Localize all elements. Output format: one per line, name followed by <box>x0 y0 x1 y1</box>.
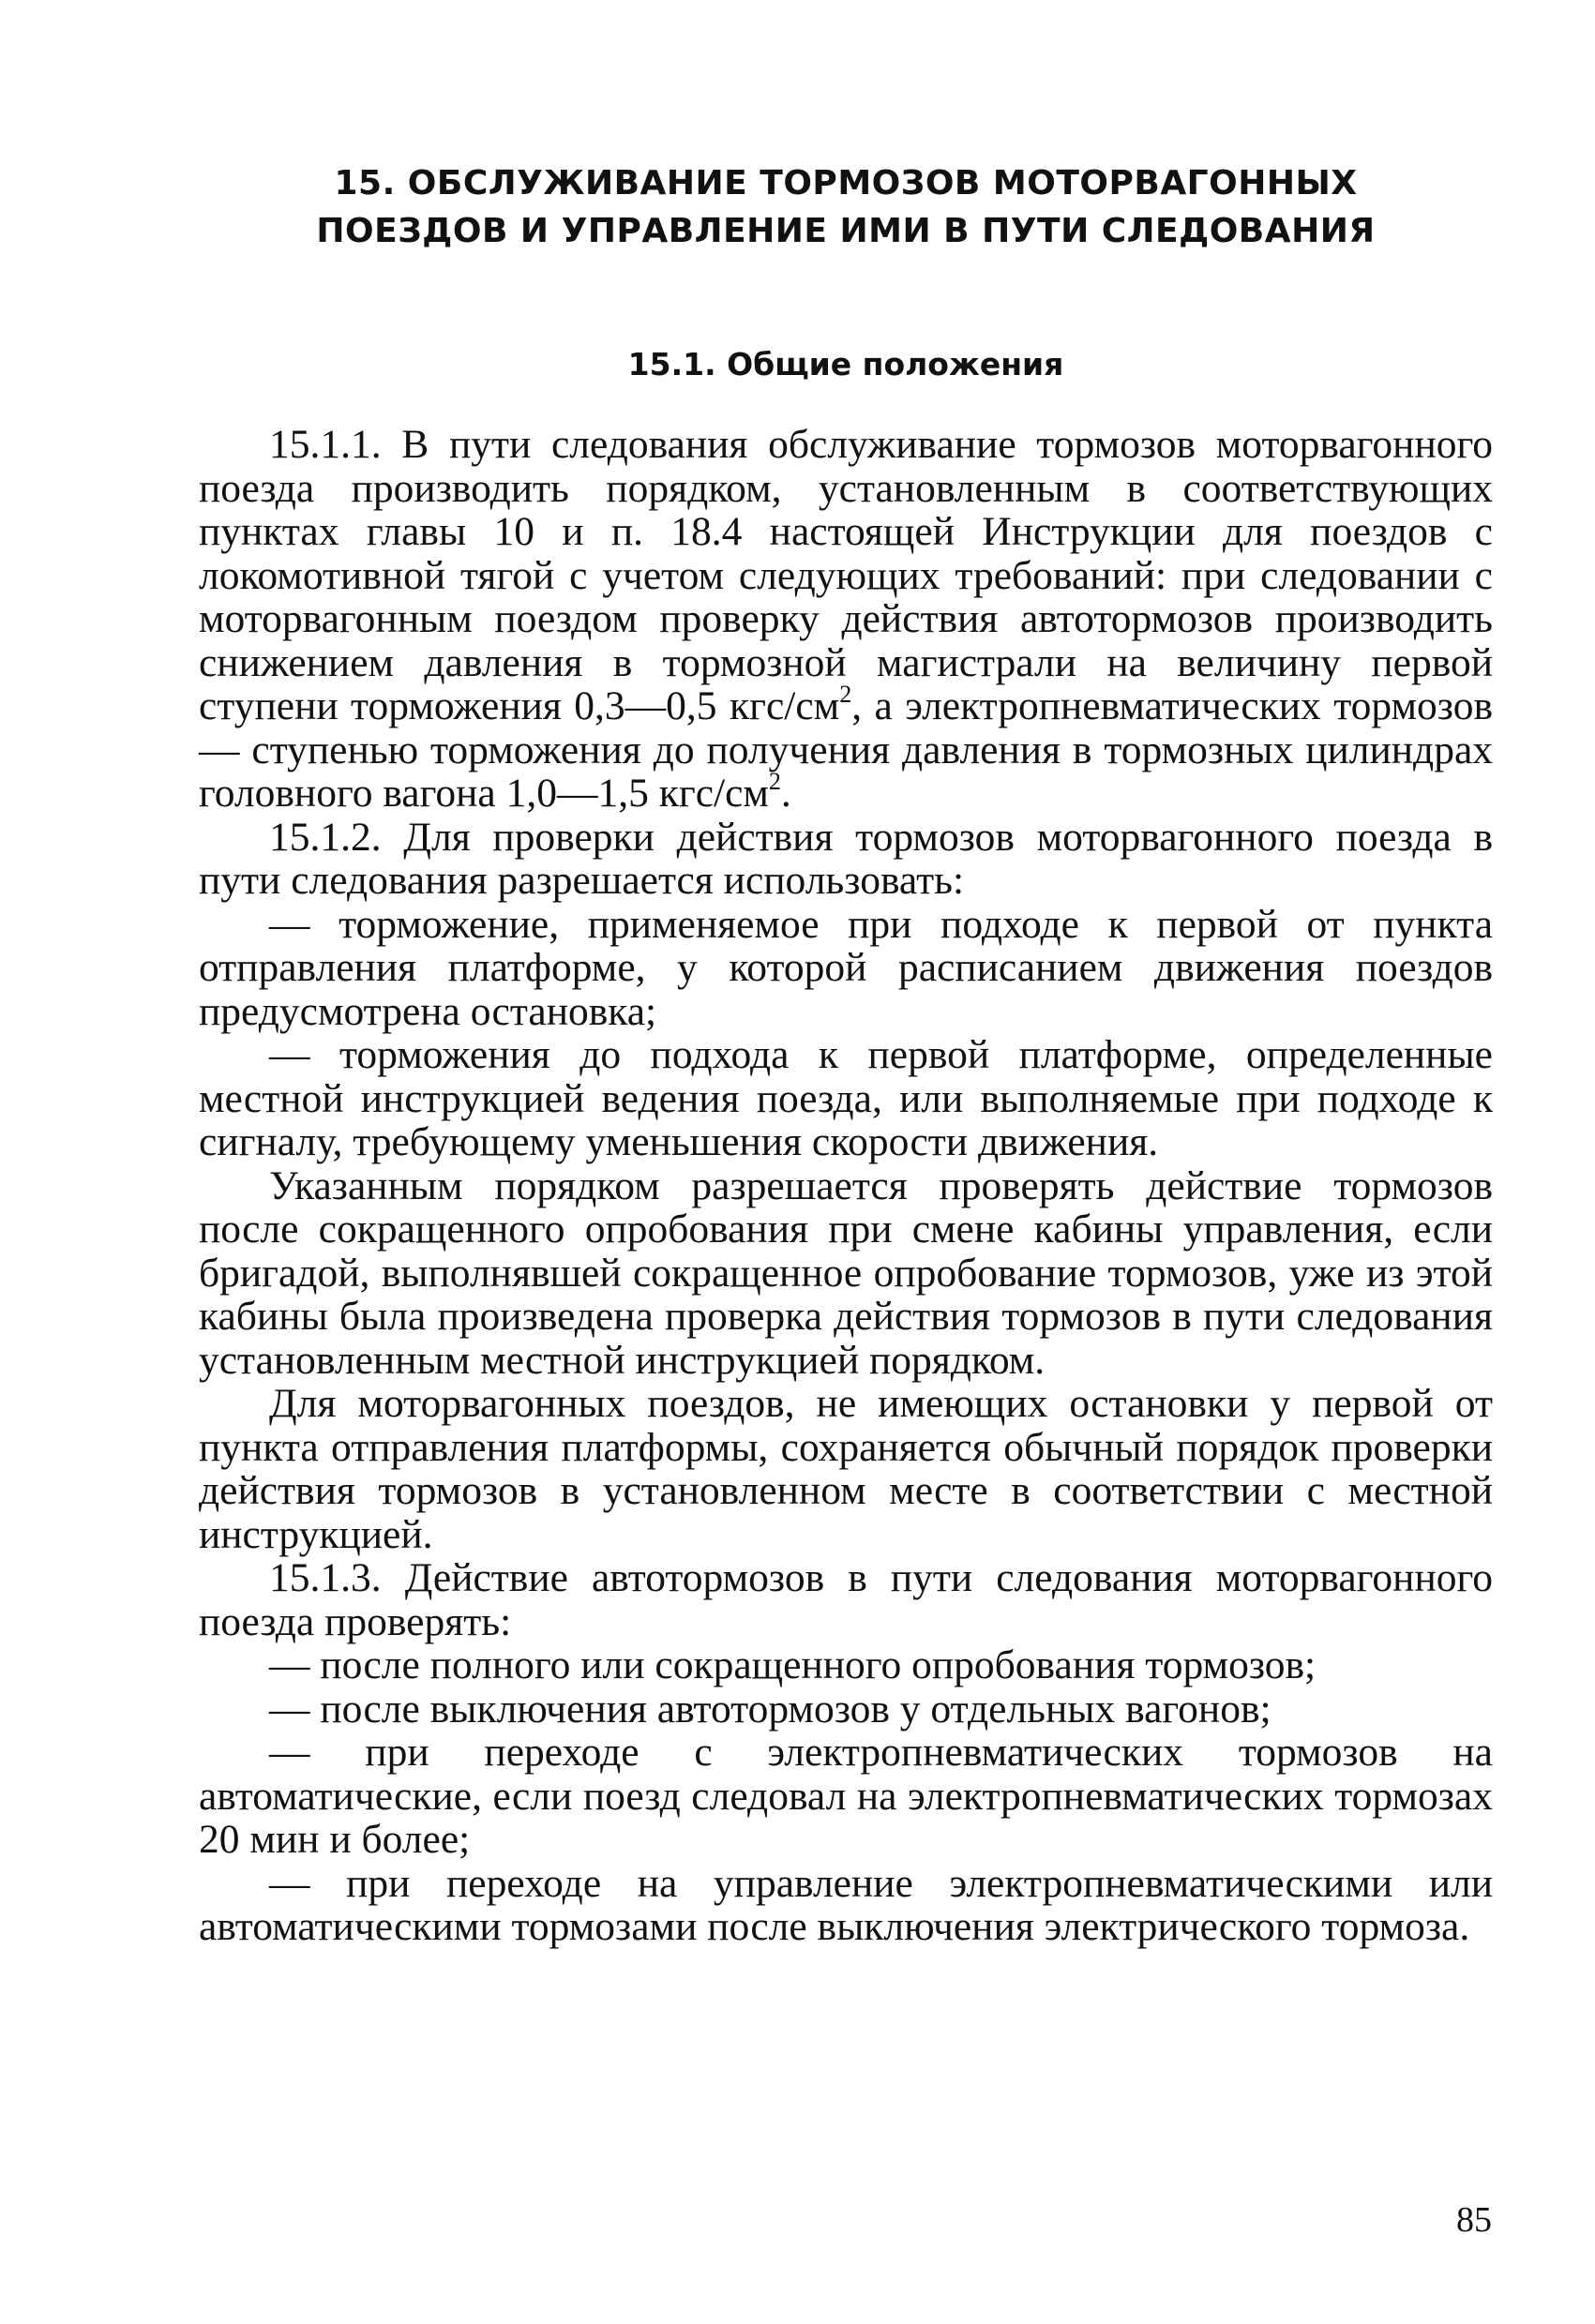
paragraph-15-1-1 <box>199 423 1493 816</box>
list-item: — при переходе на управление электропневматическими или автоматическими тормозами после выключения электрического тормоза. <box>199 1860 1493 1949</box>
document-page <box>199 159 1493 1949</box>
paragraph-15-1-3: 15.1.3. Действие автотормозов в пути следования моторвагонного поезда проверять: <box>199 1555 1493 1644</box>
list-item: — после выключения автотормозов у отдельных вагонов; <box>269 1686 1271 1732</box>
section-title: 15.1. Общие положения <box>627 346 1064 382</box>
list-item: — торможения до подхода к первой платформе, определенные местной инструкцией ведения поезда, или выполняемые при подходе к сигналу, требующему уменьшения скорости движения. <box>199 1032 1493 1164</box>
paragraph-text: . <box>780 771 791 816</box>
page-number: 85 <box>1456 2200 1492 2240</box>
superscript: 2 <box>768 768 781 795</box>
list-item: — после полного или сокращенного опробования тормозов; <box>269 1642 1317 1687</box>
chapter-title-line-2: ПОЕЗДОВ И УПРАВЛЕНИЕ ИМИ В ПУТИ СЛЕДОВАНИЯ <box>316 212 1376 250</box>
list-item: — при переходе с электропневматических тормозов на автоматические, если поезд следовал на электропневматических тормозах 20 мин и более; <box>199 1730 1493 1862</box>
list-item: — торможение, применяемое при подходе к первой от пункта отправления платформе, у которой расписанием движения поездов предусмотрена остановка; <box>199 901 1493 1034</box>
paragraph-text: 15.1.1. В пути следования обслуживание тормозов моторвагонного поезда производить порядком, установленным в соответствующих пунктах главы 10 и п. 18.4 настоящей Инструкции для поездов с локомотивной тягой с учетом следующих требований: при следовании с моторвагонным поездом проверку действия автотормозов производить снижением давления в тормозной магистрали на величину первой ступени торможения 0,3—0,5 кгс/см <box>199 422 1493 728</box>
paragraph-15-1-2: 15.1.2. Для проверки действия тормозов моторвагонного поезда в пути следования разрешается использовать: <box>199 814 1493 903</box>
chapter-title-line-1: 15. ОБСЛУЖИВАНИЕ ТОРМОЗОВ МОТОРВАГОННЫХ <box>334 164 1358 202</box>
paragraph: Для моторвагонных поездов, не имеющих остановки у первой от пункта отправления платформы, сохраняется обычный порядок проверки действия тормозов в установленном месте в соответствии с местной инструкцией. <box>199 1381 1493 1557</box>
superscript: 2 <box>839 681 852 708</box>
paragraph: Указанным порядком разрешается проверять действие тормозов после сокращенного опробования при смене кабины управления, если бригадой, выполнявшей сокращенное опробование тормозов, уже из этой кабины была произведена проверка действия тормозов в пути следования установленным местной инструкцией порядком. <box>199 1162 1493 1383</box>
body-text <box>199 423 1493 1949</box>
chapter-title <box>199 159 1493 255</box>
paragraph-text: , а электропневматических тормозов — ступенью торможения до получения давления в тормозных цилиндрах головного вагона 1,0—1,5 кгс/см <box>199 683 1494 816</box>
